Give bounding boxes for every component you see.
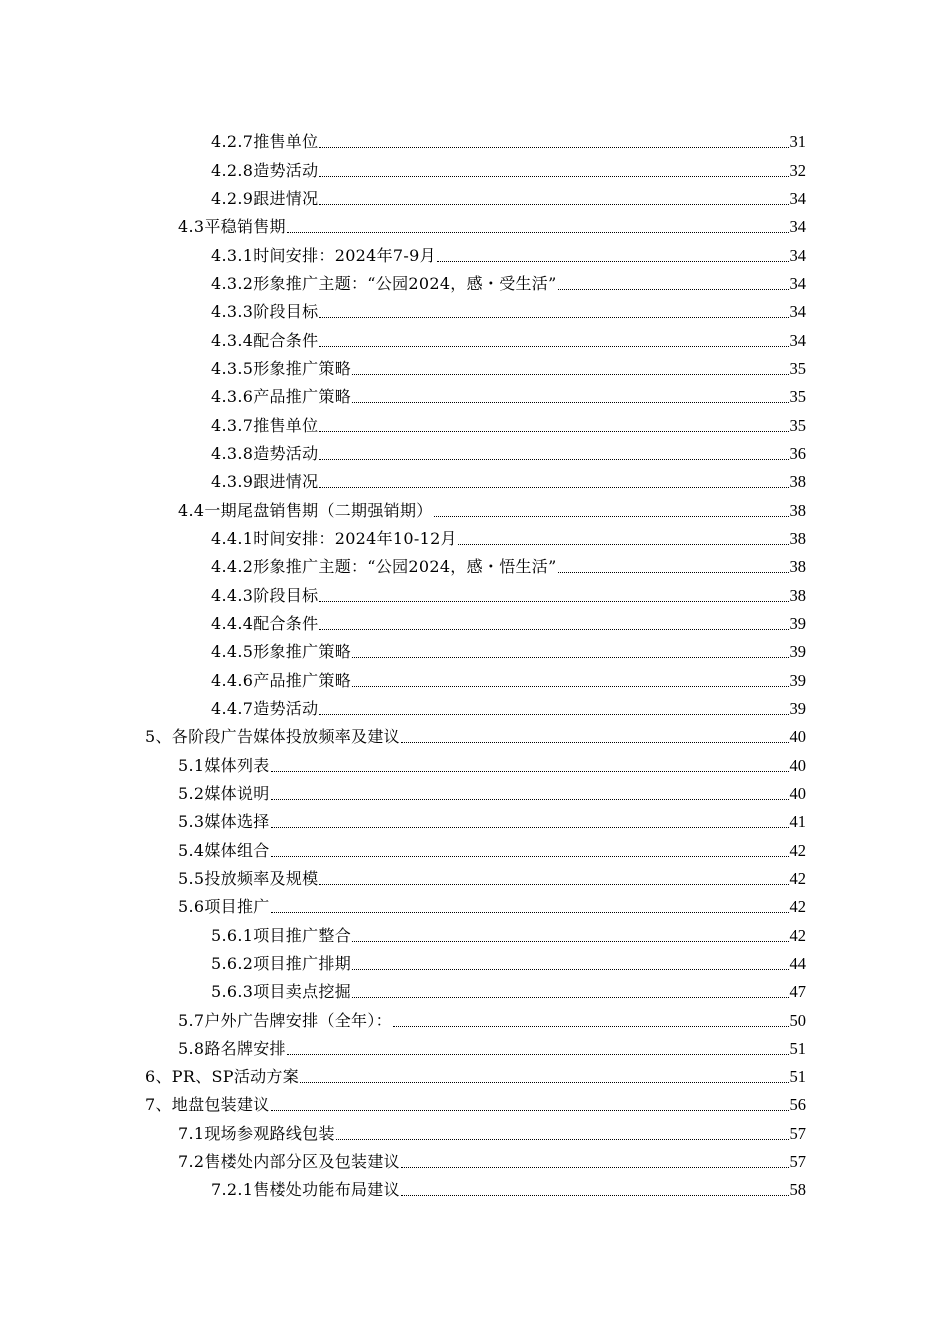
toc-dot-leader xyxy=(319,345,788,347)
toc-entry-page-number: 34 xyxy=(789,273,806,293)
toc-entry-title: 4.4.5形象推广策略 xyxy=(211,642,352,662)
toc-entry-title: 4.4.4配合条件 xyxy=(211,613,319,633)
toc-entry[interactable] xyxy=(0,1172,806,1200)
toc-entry-page-number: 38 xyxy=(789,472,806,492)
toc-entry-page-number: 39 xyxy=(789,670,806,690)
toc-entry[interactable] xyxy=(0,181,806,209)
toc-entry[interactable] xyxy=(0,1087,806,1115)
toc-entry[interactable] xyxy=(0,832,806,860)
toc-entry-title: 5.8路名牌安排 xyxy=(178,1038,286,1058)
toc-entry[interactable] xyxy=(0,436,806,464)
toc-dot-leader xyxy=(437,260,789,262)
toc-dot-leader xyxy=(352,996,788,998)
toc-entry-page-number: 40 xyxy=(789,783,806,803)
toc-dot-leader xyxy=(401,1194,789,1196)
toc-entry-page-number: 51 xyxy=(789,1038,806,1058)
toc-entry-title: 4.2.8造势活动 xyxy=(211,160,319,180)
toc-dot-leader xyxy=(352,940,788,942)
toc-entry-page-number: 44 xyxy=(789,953,806,973)
toc-dot-leader xyxy=(319,883,788,885)
toc-entry-title: 7.2.1售楼处功能布局建议 xyxy=(211,1180,400,1200)
toc-entry-page-number: 38 xyxy=(789,500,806,520)
toc-entry[interactable] xyxy=(0,294,806,322)
toc-entry[interactable] xyxy=(0,634,806,662)
toc-entry-title: 4.4.6产品推广策略 xyxy=(211,670,352,690)
toc-entry-page-number: 38 xyxy=(789,557,806,577)
toc-dot-leader xyxy=(271,770,789,772)
toc-entry-page-number: 34 xyxy=(789,302,806,322)
toc-entry[interactable] xyxy=(0,492,806,520)
toc-entry-title: 4.2.7推售单位 xyxy=(211,132,319,152)
toc-entry[interactable] xyxy=(0,322,806,350)
toc-dot-leader xyxy=(558,288,789,290)
toc-dot-leader xyxy=(319,713,788,715)
toc-entry[interactable] xyxy=(0,1115,806,1143)
toc-entry[interactable] xyxy=(0,209,806,237)
toc-entry-page-number: 42 xyxy=(789,868,806,888)
toc-entry[interactable] xyxy=(0,662,806,690)
toc-entry-page-number: 35 xyxy=(789,387,806,407)
toc-entry-page-number: 51 xyxy=(789,1067,806,1087)
toc-entry-title: 4.3.9跟进情况 xyxy=(211,472,319,492)
toc-entry[interactable] xyxy=(0,719,806,747)
toc-dot-leader xyxy=(271,798,789,800)
toc-entry-title: 4.3.8造势活动 xyxy=(211,443,319,463)
toc-entry[interactable] xyxy=(0,804,806,832)
toc-entry-page-number: 57 xyxy=(789,1123,806,1143)
toc-entry-page-number: 56 xyxy=(789,1095,806,1115)
toc-entry-title: 6、PR、SP活动方案 xyxy=(145,1067,300,1087)
toc-entry[interactable] xyxy=(0,1144,806,1172)
toc-entry-title: 4.3.6产品推广策略 xyxy=(211,387,352,407)
toc-entry-title: 4.4一期尾盘销售期（二期强销期） xyxy=(178,500,433,520)
toc-entry-title: 4.3.3阶段目标 xyxy=(211,302,319,322)
toc-entry[interactable] xyxy=(0,691,806,719)
toc-entry-page-number: 40 xyxy=(789,727,806,747)
toc-entry-title: 5、各阶段广告媒体投放频率及建议 xyxy=(145,727,400,747)
toc-entry-title: 5.6.2项目推广排期 xyxy=(211,953,352,973)
toc-dot-leader xyxy=(271,911,789,913)
toc-dot-leader xyxy=(319,458,788,460)
toc-dot-leader xyxy=(393,1025,789,1027)
toc-entry[interactable] xyxy=(0,1031,806,1059)
toc-entry-page-number: 58 xyxy=(789,1180,806,1200)
toc-entry-page-number: 34 xyxy=(789,188,806,208)
toc-entry[interactable] xyxy=(0,152,806,180)
toc-entry-title: 4.4.3阶段目标 xyxy=(211,585,319,605)
toc-dot-leader xyxy=(319,600,788,602)
toc-entry[interactable] xyxy=(0,237,806,265)
toc-entry-page-number: 39 xyxy=(789,698,806,718)
toc-dot-leader xyxy=(271,826,789,828)
toc-entry-page-number: 36 xyxy=(789,443,806,463)
toc-entry[interactable] xyxy=(0,1002,806,1030)
toc-dot-leader xyxy=(319,486,788,488)
toc-entry-page-number: 34 xyxy=(789,217,806,237)
toc-dot-leader xyxy=(319,203,788,205)
toc-dot-leader xyxy=(352,968,788,970)
toc-dot-leader xyxy=(287,1053,789,1055)
toc-entry[interactable] xyxy=(0,521,806,549)
toc-entry-title: 5.6.3项目卖点挖掘 xyxy=(211,982,352,1002)
toc-entry-title: 4.4.1时间安排：2024年10-12月 xyxy=(211,528,457,548)
toc-entry-page-number: 39 xyxy=(789,613,806,633)
toc-entry-page-number: 42 xyxy=(789,840,806,860)
toc-entry-title: 4.3平稳销售期 xyxy=(178,217,286,237)
toc-entry-title: 5.6项目推广 xyxy=(178,897,270,917)
toc-entry[interactable] xyxy=(0,776,806,804)
toc-entry[interactable] xyxy=(0,889,806,917)
toc-dot-leader xyxy=(271,855,789,857)
toc-entry[interactable] xyxy=(0,917,806,945)
toc-entry-page-number: 35 xyxy=(789,358,806,378)
toc-entry[interactable] xyxy=(0,606,806,634)
toc-dot-leader xyxy=(300,1081,788,1083)
toc-entry-title: 7.1现场参观路线包装 xyxy=(178,1123,335,1143)
toc-entry-page-number: 42 xyxy=(789,925,806,945)
toc-entry[interactable] xyxy=(0,351,806,379)
toc-entry[interactable] xyxy=(0,407,806,435)
toc-dot-leader xyxy=(458,543,789,545)
toc-entry-page-number: 38 xyxy=(789,585,806,605)
toc-entry-title: 5.1媒体列表 xyxy=(178,755,270,775)
toc-dot-leader xyxy=(352,656,788,658)
toc-dot-leader xyxy=(319,175,788,177)
toc-entry-title: 5.6.1项目推广整合 xyxy=(211,925,352,945)
toc-entry[interactable] xyxy=(0,464,806,492)
toc-entry-title: 4.3.1时间安排：2024年7-9月 xyxy=(211,245,436,265)
toc-entry[interactable] xyxy=(0,266,806,294)
toc-entry-title: 7、地盘包装建议 xyxy=(145,1095,270,1115)
toc-dot-leader xyxy=(352,685,788,687)
toc-entry[interactable] xyxy=(0,861,806,889)
toc-entry-title: 5.5投放频率及规模 xyxy=(178,868,319,888)
toc-entry[interactable] xyxy=(0,549,806,577)
toc-dot-leader xyxy=(287,231,789,233)
toc-entry-page-number: 32 xyxy=(789,160,806,180)
toc-entry[interactable] xyxy=(0,1059,806,1087)
toc-entry-page-number: 35 xyxy=(789,415,806,435)
toc-entry-title: 7.2售楼处内部分区及包装建议 xyxy=(178,1152,400,1172)
toc-entry[interactable] xyxy=(0,379,806,407)
toc-entry-page-number: 34 xyxy=(789,330,806,350)
toc-entry-page-number: 50 xyxy=(789,1010,806,1030)
toc-dot-leader xyxy=(271,1109,789,1111)
toc-entry-page-number: 38 xyxy=(789,528,806,548)
toc-entry-title: 4.2.9跟进情况 xyxy=(211,188,319,208)
toc-entry[interactable] xyxy=(0,124,806,152)
toc-entry-page-number: 42 xyxy=(789,897,806,917)
toc-dot-leader xyxy=(352,401,788,403)
toc-entry[interactable] xyxy=(0,747,806,775)
toc-entry-page-number: 41 xyxy=(789,812,806,832)
toc-entry-title: 4.4.7造势活动 xyxy=(211,698,319,718)
toc-dot-leader xyxy=(319,430,788,432)
toc-dot-leader xyxy=(336,1138,789,1140)
toc-entry-title: 4.3.7推售单位 xyxy=(211,415,319,435)
toc-entry-page-number: 47 xyxy=(789,982,806,1002)
toc-dot-leader xyxy=(434,515,789,517)
toc-entry-title: 4.3.4配合条件 xyxy=(211,330,319,350)
toc-dot-leader xyxy=(352,373,788,375)
table-of-contents xyxy=(0,124,950,1200)
toc-dot-leader xyxy=(319,628,788,630)
toc-entry-title: 4.3.2形象推广主题：“公园2024，感・受生活” xyxy=(211,273,557,293)
toc-entry-title: 5.4媒体组合 xyxy=(178,840,270,860)
toc-entry-title: 5.2媒体说明 xyxy=(178,783,270,803)
toc-dot-leader xyxy=(401,1166,789,1168)
toc-entry-page-number: 34 xyxy=(789,245,806,265)
toc-entry-title: 5.7户外广告牌安排（全年）： xyxy=(178,1010,392,1030)
toc-entry-page-number: 39 xyxy=(789,642,806,662)
toc-entry-title: 4.3.5形象推广策略 xyxy=(211,358,352,378)
toc-entry[interactable] xyxy=(0,974,806,1002)
toc-dot-leader xyxy=(319,146,788,148)
toc-dot-leader xyxy=(401,741,789,743)
toc-entry-title: 5.3媒体选择 xyxy=(178,812,270,832)
toc-entry-page-number: 31 xyxy=(789,132,806,152)
toc-dot-leader xyxy=(319,316,788,318)
toc-dot-leader xyxy=(558,571,789,573)
toc-entry[interactable] xyxy=(0,577,806,605)
toc-entry-page-number: 57 xyxy=(789,1152,806,1172)
toc-entry[interactable] xyxy=(0,946,806,974)
toc-entry-title: 4.4.2形象推广主题：“公园2024，感・悟生活” xyxy=(211,557,557,577)
toc-entry-page-number: 40 xyxy=(789,755,806,775)
